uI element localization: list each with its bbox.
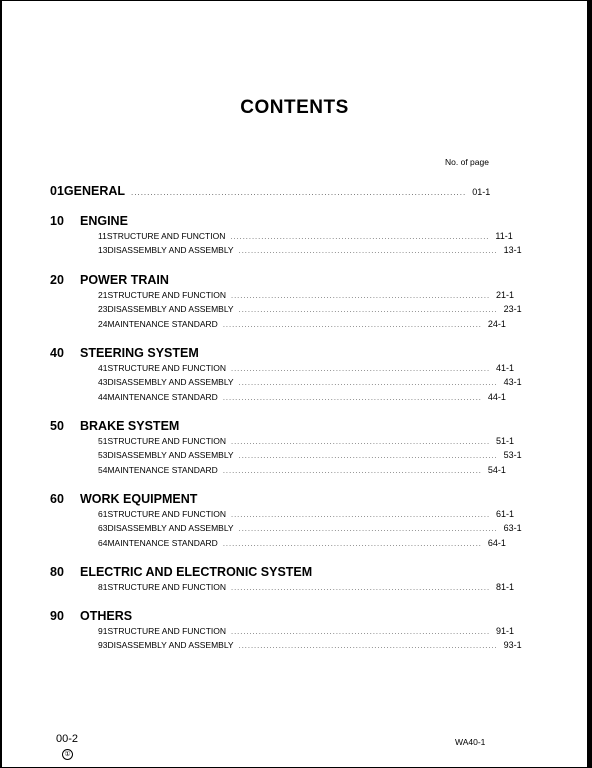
- entry-page: 91-1: [496, 626, 515, 636]
- leader-dots: ....................................................................................: [238, 305, 498, 314]
- toc-entry[interactable]: [98, 465, 506, 475]
- entry-title: DISASSEMBLY AND ASSEMBLY: [107, 640, 234, 650]
- entry-page: 63-1: [503, 523, 522, 533]
- leader-dots: ....................................................................................: [231, 510, 491, 519]
- entry-title: STRUCTURE AND FUNCTION: [107, 626, 226, 636]
- leader-dots: ....................................................................................: [222, 466, 482, 475]
- leader-dots: ........................................................................................................: [131, 188, 467, 197]
- entry-page: 51-1: [496, 436, 515, 446]
- entry-page: 21-1: [496, 290, 515, 300]
- entry-title: STRUCTURE AND FUNCTION: [107, 582, 226, 592]
- entry-page: 13-1: [503, 245, 522, 255]
- entry-number: 51: [98, 436, 108, 446]
- page-title: CONTENTS: [240, 97, 349, 118]
- toc-entry[interactable]: [98, 509, 515, 519]
- document-page: [2, 1, 587, 767]
- entry-title: STRUCTURE AND FUNCTION: [106, 231, 226, 241]
- entry-number: 63: [98, 523, 108, 533]
- section-title: POWER TRAIN: [80, 273, 169, 287]
- entry-title: STRUCTURE AND FUNCTION: [107, 436, 226, 446]
- leader-dots: ....................................................................................: [231, 437, 491, 446]
- leader-dots: ....................................................................................: [222, 539, 482, 548]
- leader-dots: ....................................................................................: [231, 627, 491, 636]
- section-number: 50: [50, 419, 64, 433]
- entry-page: 81-1: [496, 582, 515, 592]
- entry-title: MAINTENANCE STANDARD: [107, 319, 218, 329]
- entry-page: 11-1: [495, 231, 513, 241]
- entry-number: 54: [98, 465, 108, 475]
- entry-number: 44: [98, 392, 108, 402]
- entry-number: 61: [98, 509, 108, 519]
- toc-entry[interactable]: [98, 363, 515, 373]
- toc-entry[interactable]: [98, 640, 522, 650]
- entry-page: 43-1: [503, 377, 522, 387]
- section-heading[interactable]: [50, 492, 197, 506]
- toc-entry[interactable]: [98, 582, 515, 592]
- entry-page: 24-1: [487, 319, 506, 329]
- leader-dots: ....................................................................................: [238, 524, 498, 533]
- entry-page: 53-1: [503, 450, 522, 460]
- section-heading[interactable]: [50, 419, 179, 433]
- leader-dots: ....................................................................................: [230, 232, 490, 241]
- entry-number: 53: [98, 450, 108, 460]
- entry-title: STRUCTURE AND FUNCTION: [107, 290, 226, 300]
- entry-number: 11: [98, 231, 107, 241]
- section-title: WORK EQUIPMENT: [80, 492, 198, 506]
- entry-page: 64-1: [487, 538, 506, 548]
- section-number: 10: [50, 214, 64, 228]
- entry-number: 21: [98, 290, 108, 300]
- section-title: STEERING SYSTEM: [80, 346, 199, 360]
- leader-dots: ....................................................................................: [222, 393, 482, 402]
- entry-page: 54-1: [487, 465, 506, 475]
- footer-model: WA40-1: [455, 737, 486, 747]
- footer-page-number: 00-2: [56, 733, 79, 745]
- entry-title: DISASSEMBLY AND ASSEMBLY: [107, 304, 234, 314]
- section-title: GENERAL: [63, 184, 126, 198]
- toc-entry[interactable]: [98, 626, 515, 636]
- entry-number: 93: [98, 640, 108, 650]
- entry-number: 23: [98, 304, 108, 314]
- leader-dots: ....................................................................................: [231, 291, 491, 300]
- section-number: 90: [50, 609, 64, 623]
- section-heading[interactable]: [50, 214, 128, 228]
- entry-title: DISASSEMBLY AND ASSEMBLY: [107, 523, 234, 533]
- section-title: ENGINE: [80, 214, 128, 228]
- entry-number: 81: [98, 582, 108, 592]
- section-number: 20: [50, 273, 64, 287]
- toc-entry[interactable]: [98, 450, 522, 460]
- toc-entry[interactable]: [98, 377, 522, 387]
- entry-number: 24: [98, 319, 108, 329]
- entry-page: 93-1: [503, 640, 522, 650]
- section-title: OTHERS: [80, 609, 133, 623]
- toc-entry[interactable]: [98, 523, 522, 533]
- no-of-page-label: No. of page: [445, 157, 489, 167]
- section-heading[interactable]: [50, 609, 132, 623]
- toc-entry[interactable]: [98, 245, 522, 255]
- entry-number: 43: [98, 377, 108, 387]
- entry-page: 41-1: [496, 363, 515, 373]
- entry-title: DISASSEMBLY AND ASSEMBLY: [107, 377, 234, 387]
- entry-number: 13: [98, 245, 108, 255]
- leader-dots: ....................................................................................: [231, 364, 491, 373]
- section-title: ELECTRIC AND ELECTRONIC SYSTEM: [80, 565, 313, 579]
- entry-title: MAINTENANCE STANDARD: [107, 465, 218, 475]
- leader-dots: ....................................................................................: [238, 641, 498, 650]
- entry-number: 64: [98, 538, 108, 548]
- section-number: 40: [50, 346, 64, 360]
- entry-title: STRUCTURE AND FUNCTION: [107, 509, 226, 519]
- leader-dots: ....................................................................................: [231, 583, 491, 592]
- section-heading[interactable]: [50, 565, 312, 579]
- section-heading[interactable]: [50, 346, 199, 360]
- toc-entry[interactable]: [98, 304, 522, 314]
- entry-title: DISASSEMBLY AND ASSEMBLY: [107, 450, 234, 460]
- section-number: 01: [50, 184, 64, 198]
- leader-dots: ....................................................................................: [238, 451, 498, 460]
- entry-number: 41: [98, 363, 108, 373]
- section-title: BRAKE SYSTEM: [80, 419, 180, 433]
- toc-entry[interactable]: [98, 290, 515, 300]
- section-number: 80: [50, 565, 64, 579]
- section-general[interactable]: [50, 184, 490, 198]
- leader-dots: ....................................................................................: [222, 320, 482, 329]
- revision-mark-icon: ①: [62, 749, 73, 760]
- entry-page: 61-1: [496, 509, 515, 519]
- section-heading[interactable]: [50, 273, 169, 287]
- toc-entry[interactable]: [98, 392, 506, 402]
- entry-number: 91: [98, 626, 108, 636]
- entry-title: DISASSEMBLY AND ASSEMBLY: [107, 245, 234, 255]
- entry-title: MAINTENANCE STANDARD: [107, 392, 218, 402]
- section-page: 01-1: [472, 187, 491, 197]
- toc-entry[interactable]: [98, 436, 515, 446]
- toc-entry[interactable]: [98, 538, 506, 548]
- entry-page: 23-1: [503, 304, 522, 314]
- toc-entry[interactable]: [98, 231, 513, 241]
- section-number: 60: [50, 492, 64, 506]
- entry-title: MAINTENANCE STANDARD: [107, 538, 218, 548]
- entry-page: 44-1: [487, 392, 506, 402]
- entry-title: STRUCTURE AND FUNCTION: [107, 363, 226, 373]
- leader-dots: ....................................................................................: [238, 246, 498, 255]
- leader-dots: ....................................................................................: [238, 378, 498, 387]
- toc-entry[interactable]: [98, 319, 506, 329]
